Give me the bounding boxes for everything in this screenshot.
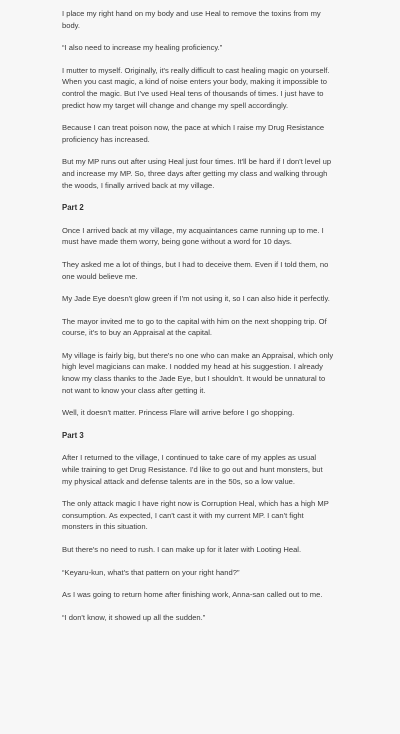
story-paragraph: My Jade Eye doesn't glow green if I'm not using it, so I can also hide it perfectly. — [62, 294, 330, 304]
story-paragraph: The only attack magic I have right now is Corruption Heal, which has a high MP consumption. As expected, I can't cast it with my current MP. I can't fight monsters in this situation. — [62, 499, 329, 532]
story-paragraph: After I returned to the village, I continued to take care of my apples as usual while training to get Drug Resistance. I'd like to go out and hunt monsters, but my physical attack and defense talents are in the 50s, so a low value. — [62, 453, 323, 486]
story-paragraph: They asked me a lot of things, but I had to deceive them. Even if I told them, no one would believe me. — [62, 259, 329, 281]
story-paragraph: Once I arrived back at my village, my acquaintances came running up to me. I must have made them worry, being gone without a word for 10 days. — [62, 225, 324, 247]
story-paragraph: The mayor invited me to go to the capital with him on the next shopping trip. Of course, it's to buy an Appraisal at the capital. — [62, 316, 327, 338]
story-paragraph: As I was going to return home after finishing work, Anna-san called out to me. — [62, 590, 323, 600]
section-heading: Part 3 — [62, 430, 84, 440]
story-paragraph: Well, it doesn't matter. Princess Flare will arrive before I go shopping. — [62, 408, 295, 418]
story-paragraph: My village is fairly big, but there's no one who can make an Appraisal, which only high level magicians can make. I nodded my head at his suggestion. I already know my class thanks to the Jade Eye, but I shouldn't. It would be unnatural to not want to know your class after getting it. — [62, 350, 334, 395]
story-paragraph: I place my right hand on my body and use Heal to remove the toxins from my body. — [62, 9, 321, 30]
story-paragraph: But there's no need to rush. I can make up for it later with Looting Heal. — [62, 545, 302, 554]
story-paragraph: “I also need to increase my healing proficiency.” — [62, 43, 223, 53]
story-paragraph: “Keyaru-kun, what's that pattern on your right hand?” — [62, 567, 240, 577]
story-paragraph: “I don't know, it showed up all the sudden.” — [62, 612, 206, 622]
story-paragraph: But my MP runs out after using Heal just four times. It'll be hard if I don't level up and increase my MP. So, three days after getting my class and walking through the woods, I finally arrived back at my village. — [62, 157, 332, 190]
story-paragraph: Because I can treat poison now, the pace at which I raise my Drug Resistance proficiency has increased. — [62, 123, 325, 144]
chapter-content — [62, 8, 334, 623]
section-heading: Part 2 — [62, 203, 84, 213]
story-paragraph: I mutter to myself. Originally, it's really difficult to cast healing magic on yourself. When you cast magic, a kind of noise enters your body, making it impossible to control the magic. But I've used Heal tens of thousands of times. I just have to predict how my target will change and change my spell accordingly. — [62, 65, 330, 110]
